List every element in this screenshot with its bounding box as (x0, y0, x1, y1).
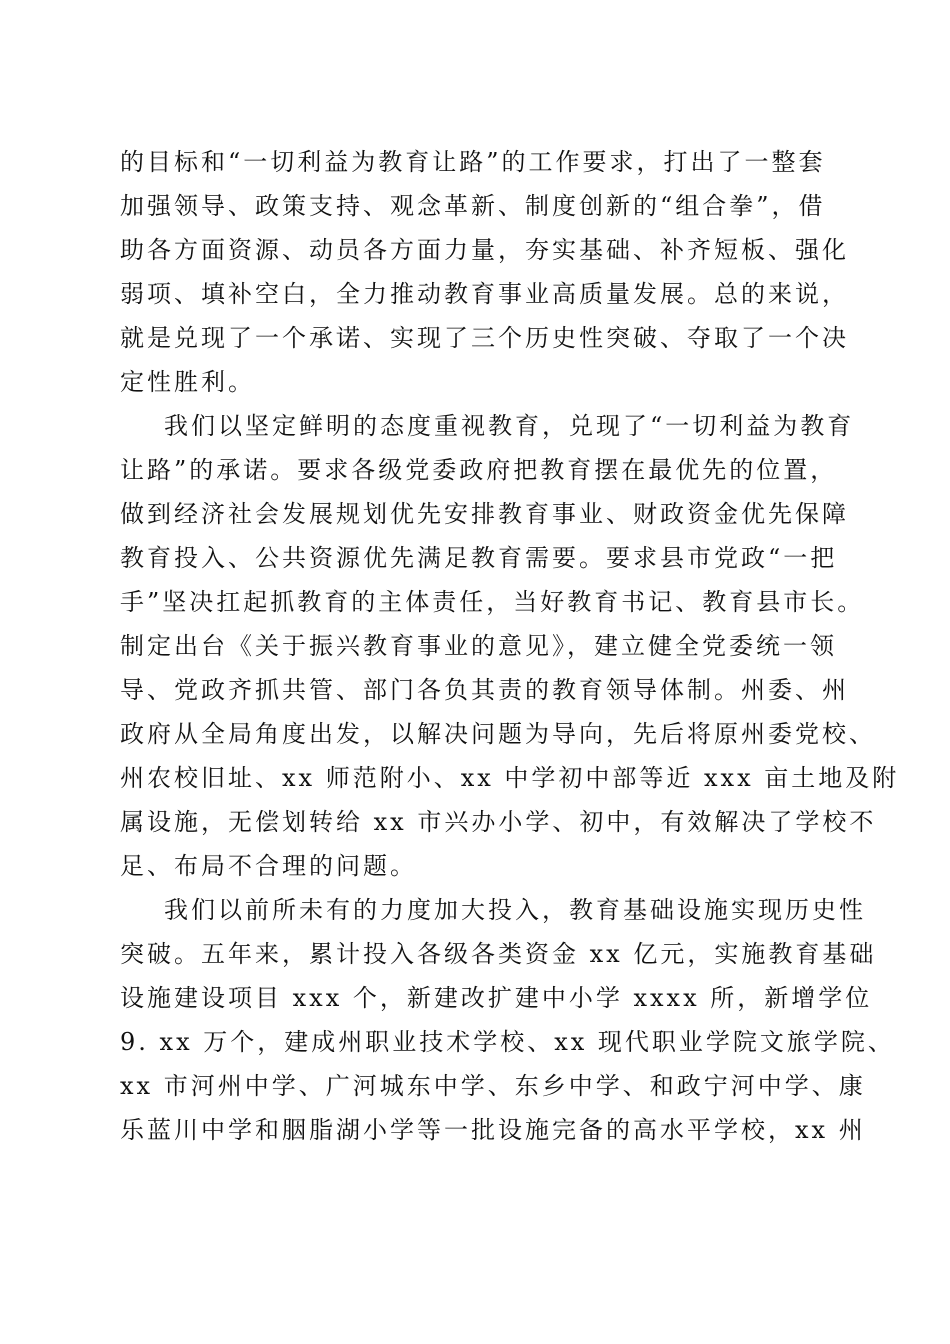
text-line: 突破。五年来，累计投入各级各类资金 xx 亿元，实施教育基础 (120, 940, 877, 968)
text-line: 州农校旧址、xx 师范附小、xx 中学初中部等近 xxx 亩土地及附 (120, 764, 900, 792)
text-line: 我们以坚定鲜明的态度重视教育，兑现了“一切利益为教育 (164, 412, 855, 440)
text-line: xx 市河州中学、广河城东中学、东乡中学、和政宁河中学、康 (120, 1072, 866, 1100)
text-line: 手”坚决扛起抓教育的主体责任，当好教育书记、教育县市长。 (120, 588, 865, 616)
paragraph (120, 888, 895, 1152)
text-line: 弱项、填补空白，全力推动教育事业高质量发展。总的来说， (120, 280, 849, 308)
text-line: 设施建设项目 xxx 个，新建改扩建中小学 xxxx 所，新增学位 (120, 984, 873, 1012)
body-text (120, 140, 900, 1152)
text-line: 导、党政齐抓共管、部门各负其责的教育领导体制。州委、州 (120, 676, 849, 704)
text-line: 让路”的承诺。要求各级党委政府把教育摆在最优先的位置， (120, 456, 838, 484)
text-line: 定性胜利。 (120, 368, 255, 396)
text-line: 教育投入、公共资源优先满足教育需要。要求县市党政“一把 (120, 544, 838, 572)
text-line: 制定出台《关于振兴教育事业的意见》，建立健全党委统一领 (120, 632, 837, 660)
text-line: 9. xx 万个，建成州职业技术学校、xx 现代职业学院文旅学院、 (120, 1028, 895, 1056)
text-line: 做到经济社会发展规划优先安排教育事业、财政资金优先保障 (120, 500, 849, 528)
text-line: 政府从全局角度出发，以解决问题为导向，先后将原州委党校、 (120, 720, 876, 748)
text-line: 加强领导、政策支持、观念革新、制度创新的“组合拳”，借 (120, 192, 826, 220)
text-line: 就是兑现了一个承诺、实现了三个历史性突破、夺取了一个决 (120, 324, 849, 352)
text-line: 我们以前所未有的力度加大投入，教育基础设施实现历史性 (164, 896, 866, 924)
text-line: 属设施，无偿划转给 xx 市兴办小学、初中，有效解决了学校不 (120, 808, 877, 836)
paragraph (120, 404, 900, 888)
text-line: 的目标和“一切利益为教育让路”的工作要求，打出了一整套 (120, 148, 826, 176)
text-line: 乐蓝川中学和胭脂湖小学等一批设施完备的高水平学校，xx 州 (120, 1116, 866, 1144)
paragraph (120, 140, 849, 404)
text-line: 足、布局不合理的问题。 (120, 852, 417, 880)
text-line: 助各方面资源、动员各方面力量，夯实基础、补齐短板、强化 (120, 236, 849, 264)
